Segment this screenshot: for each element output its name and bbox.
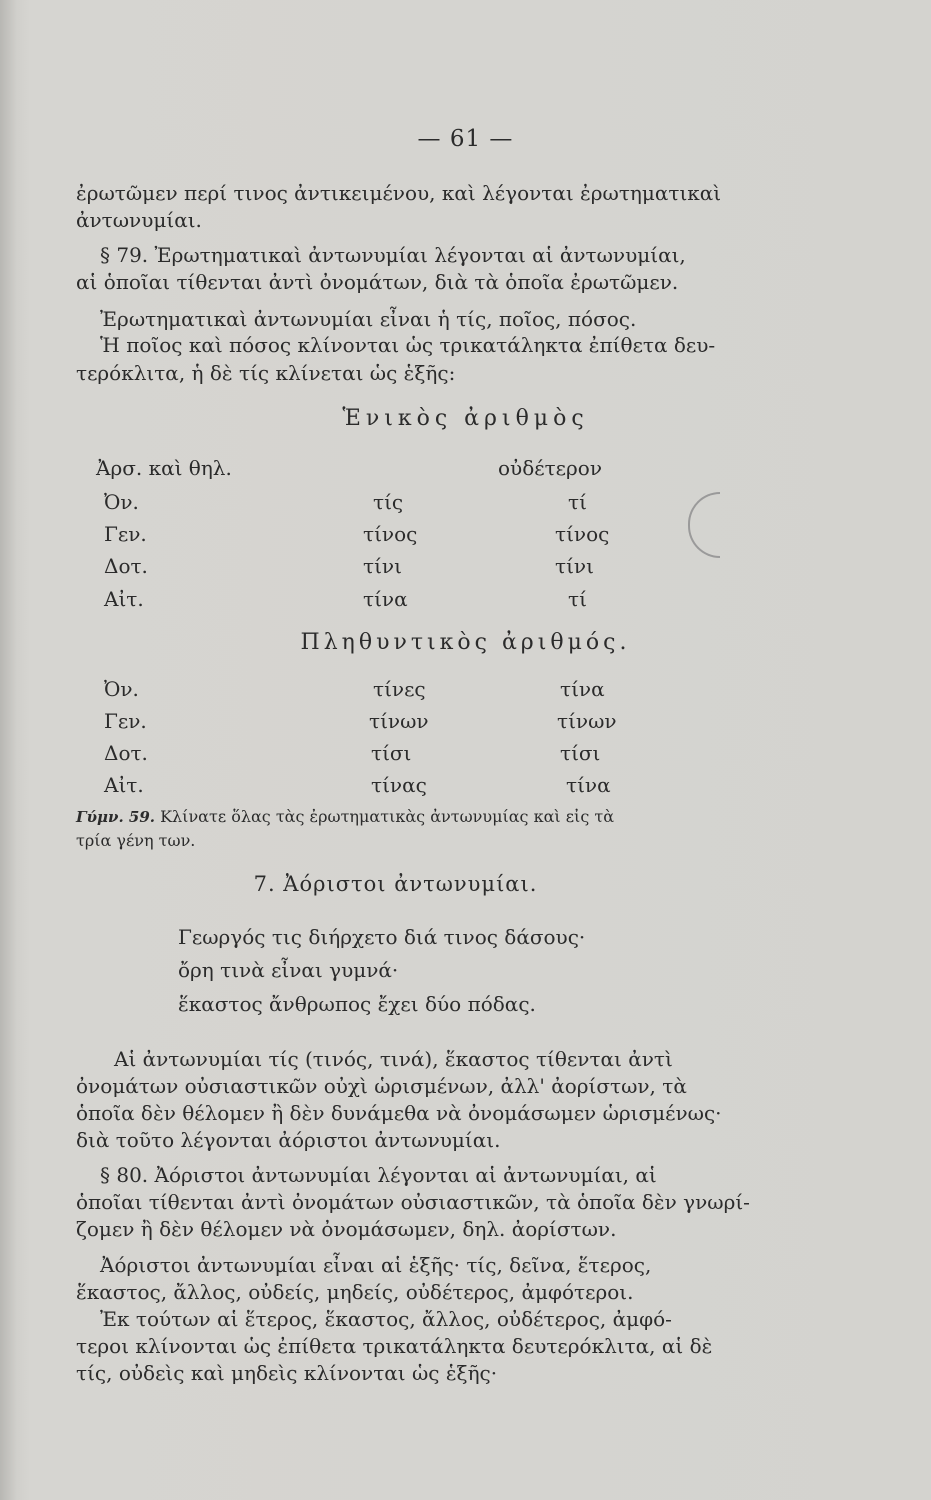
exercise-line — [76, 806, 782, 828]
text-line: ὁποῖα δὲν θέλομεν ἢ δὲν δυνάμεθα νὰ ὀνομάσωμεν ὡρισμένως· — [76, 1101, 722, 1125]
text-line: Ἐρωτηματικαὶ ἀντωνυμίαι εἶναι ἡ τίς, ποῖος, πόσος. — [100, 307, 637, 331]
form-neut: τί — [568, 490, 587, 514]
form-neut: τίνα — [560, 677, 605, 701]
text-line: τερόκλιτα, ἡ δὲ τίς κλίνεται ὡς ἑξῆς: — [76, 361, 456, 385]
example-line: ὄρη τινὰ εἶναι γυμνά· — [178, 958, 399, 982]
column-header-neuter: οὐδέτερον — [498, 456, 602, 480]
page-number: — 61 — — [417, 126, 514, 152]
example-line: ἕκαστος ἄνθρωπος ἔχει δύο πόδας. — [178, 992, 536, 1016]
pencil-mark — [688, 492, 720, 558]
text-line: § 80. Ἀόριστοι ἀντωνυμίαι λέγονται αἱ ἀντωνυμίαι, αἱ — [100, 1163, 657, 1187]
text-line: τεροι κλίνονται ὡς ἐπίθετα τρικατάληκτα δευτερόκλιτα, αἱ δὲ — [76, 1334, 713, 1358]
text-line: ἐρωτῶμεν περί τινος ἀντικειμένου, καὶ λέγονται ἐρωτηματικαὶ — [76, 181, 722, 205]
singular-heading: Ἑνικὸς ἀριθμὸς — [342, 406, 589, 431]
form-masc: τίς — [373, 490, 404, 514]
text-line: ζομεν ἢ δὲν θέλομεν νὰ ὀνομάσωμεν, δηλ. ἀορίστων. — [76, 1217, 617, 1241]
exercise-line-2: τρία γένη των. — [76, 831, 196, 850]
case-label: Αἰτ. — [104, 773, 144, 797]
section-heading: 7. Ἀόριστοι ἀντωνυμίαι. — [253, 872, 538, 896]
text-line: ἕκαστος, ἄλλος, οὐδείς, μηδείς, οὐδέτερος, ἀμφότεροι. — [76, 1280, 634, 1304]
form-neut: τίσι — [560, 741, 601, 765]
text-line: ὀνομάτων οὐσιαστικῶν οὐχὶ ὡρισμένων, ἀλλ' ἀορίστων, τὰ — [76, 1074, 687, 1098]
exercise-label: Γύμν. 59. — [76, 808, 155, 826]
text-line: Ἀόριστοι ἀντωνυμίαι εἶναι αἱ ἑξῆς· τίς, δεῖνα, ἕτερος, — [100, 1253, 652, 1277]
case-label: Αἰτ. — [104, 587, 144, 611]
text-line: ἀντωνυμίαι. — [76, 208, 202, 232]
case-label: Ὀν. — [104, 677, 139, 701]
form-masc: τίνων — [369, 709, 429, 733]
text-line: διὰ τοῦτο λέγονται ἀόριστοι ἀντωνυμίαι. — [76, 1128, 501, 1152]
case-label: Γεν. — [104, 709, 147, 733]
example-line: Γεωργός τις διήρχετο διά τινος δάσους· — [178, 925, 586, 949]
case-label: Ὀν. — [104, 490, 139, 514]
page-spine-shadow — [0, 0, 16, 1500]
form-masc: τίνας — [371, 773, 427, 797]
form-masc: τίνι — [363, 554, 402, 578]
form-neut: τίνι — [555, 554, 594, 578]
form-neut: τίνα — [566, 773, 611, 797]
form-masc: τίνες — [373, 677, 426, 701]
text-line: Ἐκ τούτων αἱ ἕτερος, ἕκαστος, ἄλλος, οὐδέτερος, ἀμφό- — [100, 1307, 672, 1331]
case-label: Δοτ. — [104, 554, 148, 578]
text-line: ὁποῖαι τίθενται ἀντὶ ὀνομάτων οὐσιαστικῶν, τὰ ὁποῖα δὲν γνωρί- — [76, 1190, 750, 1214]
form-masc: τίνα — [363, 587, 408, 611]
form-masc: τίνος — [363, 522, 418, 546]
form-neut: τίνων — [557, 709, 617, 733]
column-header-masculine: Ἀρσ. καὶ θηλ. — [96, 456, 232, 480]
text-line: Ἡ ποῖος καὶ πόσος κλίνονται ὡς τρικατάληκτα ἐπίθετα δευ- — [100, 333, 716, 357]
case-label: Γεν. — [104, 522, 147, 546]
form-neut: τί — [568, 587, 587, 611]
text-line: § 79. Ἐρωτηματικαὶ ἀντωνυμίαι λέγονται αἱ ἀντωνυμίαι, — [100, 243, 686, 267]
form-neut: τίνος — [555, 522, 610, 546]
case-label: Δοτ. — [104, 741, 148, 765]
text-line: αἱ ὁποῖαι τίθενται ἀντὶ ὀνομάτων, διὰ τὰ ὁποῖα ἐρωτῶμεν. — [76, 270, 679, 294]
text-line: Αἱ ἀντωνυμίαι τίς (τινός, τινά), ἕκαστος τίθενται ἀντὶ — [114, 1047, 673, 1071]
text-line: τίς, οὐδεὶς καὶ μηδεὶς κλίνονται ὡς ἑξῆς· — [76, 1361, 498, 1385]
exercise-text: Κλίνατε ὅλας τὰς ἐρωτηματικὰς ἀντωνυμίας καὶ εἰς τὰ — [160, 807, 615, 826]
plural-heading: Πληθυντικὸς ἀριθμός. — [300, 630, 631, 655]
form-masc: τίσι — [371, 741, 412, 765]
